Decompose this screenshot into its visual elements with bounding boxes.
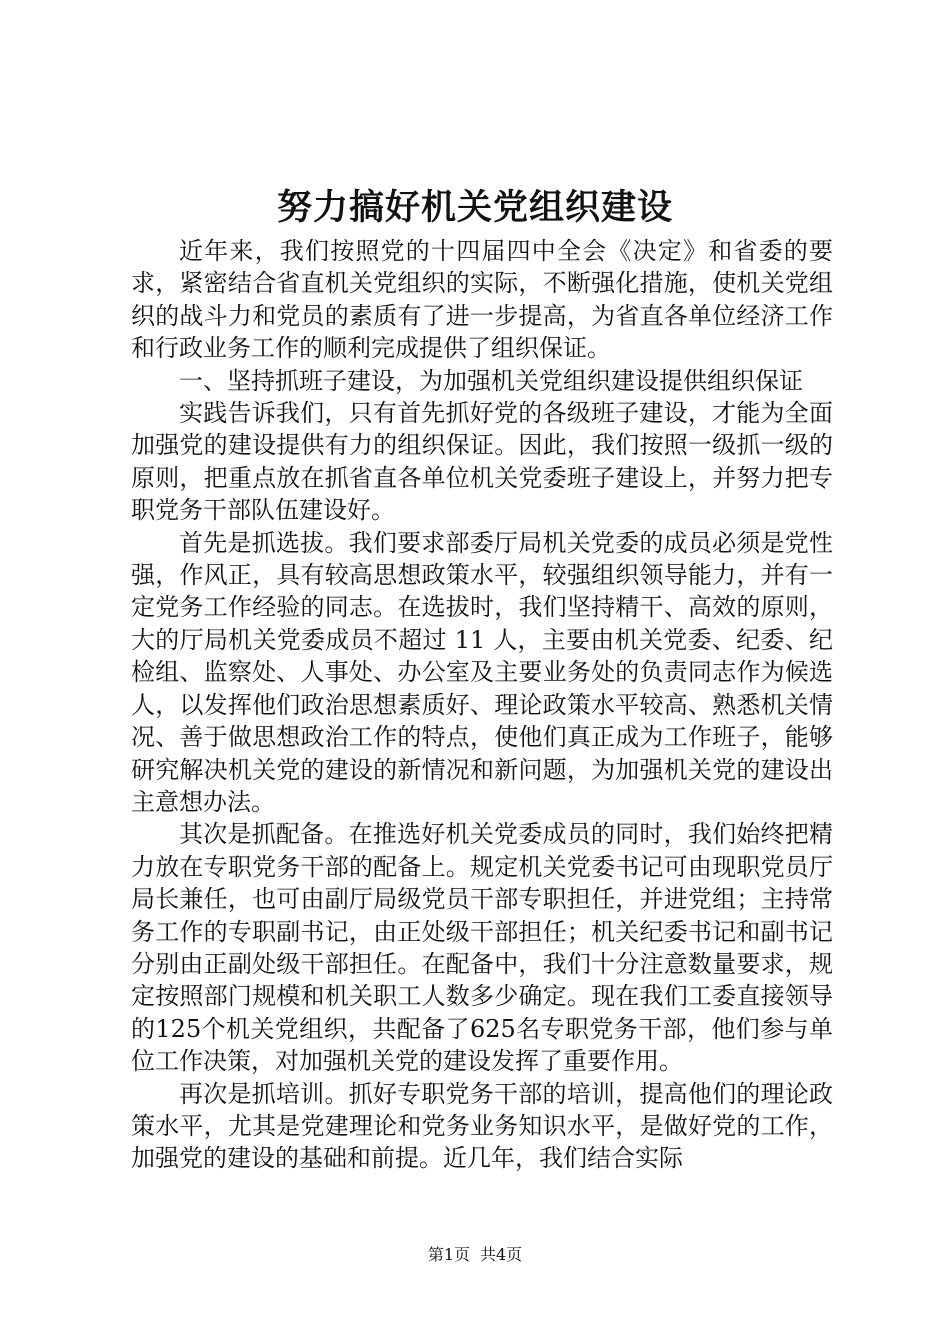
paragraph-practice: 实践告诉我们，只有首先抓好党的各级班子建设，才能为全面加强党的建设提供有力的组织保证。因此，我们按照一级抓一级的原则，把重点放在抓省直各单位机关党委班子建设上，并努力把专职党务干部队伍建设好。 xyxy=(131,399,833,525)
page-total: 共4页 xyxy=(480,1245,523,1264)
document-body xyxy=(131,235,833,1175)
page-footer xyxy=(0,1243,950,1267)
section-heading-1: 一、坚持抓班子建设，为加强机关党组织建设提供组织保证 xyxy=(179,366,803,395)
paragraph-training: 再次是抓培训。抓好专职党务干部的培训，提高他们的理论政策水平，尤其是党建理论和党务业务知识水平，是做好党的工作，加强党的建设的基础和前提。近几年，我们结合实际 xyxy=(131,1079,833,1173)
paragraph-intro: 近年来，我们按照党的十四届四中全会《决定》和省委的要求，紧密结合省直机关党组织的实际，不断强化措施，使机关党组织的战斗力和党员的素质有了进一步提高，为省直各单位经济工作和行政业务工作的顺利完成提供了组织保证。 xyxy=(131,237,833,363)
document-title: 努力搞好机关党组织建设 xyxy=(276,187,673,228)
paragraph-staffing: 其次是抓配备。在推选好机关党委成员的同时，我们始终把精力放在专职党务干部的配备上。规定机关党委书记可由现职党员厅局长兼任，也可由副厅局级党员干部专职担任，并进党组；主持常务工作的专职副书记，由正处级干部担任；机关纪委书记和副书记分别由正副处级干部担任。在配备中，我们十分注意数量要求，规定按照部门规模和机关职工人数多少确定。现在我们工委直接领导的125个机关党组织，共配备了625名专职党务干部，他们参与单位工作决策，对加强机关党的建设发挥了重要作用。 xyxy=(131,820,833,1076)
paragraph-selection: 首先是抓选拔。我们要求部委厅局机关党委的成员必须是党性强，作风正，具有较高思想政策水平，较强组织领导能力，并有一定党务工作经验的同志。在选拔时，我们坚持精干、高效的原则，大的厅局机关党委成员不超过 11 人，主要由机关党委、纪委、纪检组、监察处、人事处、办公室及主要业务处的负责同志作为候选人，以发挥他们政治思想素质好、理论政策水平较高、熟悉机关情况、善于做思想政治工作的特点，使他们真正成为工作班子，能够研究解决机关党的建设的新情况和新问题，为加强机关党的建设出主意想办法。 xyxy=(131,528,833,816)
page-number: 第1页 xyxy=(427,1245,470,1264)
